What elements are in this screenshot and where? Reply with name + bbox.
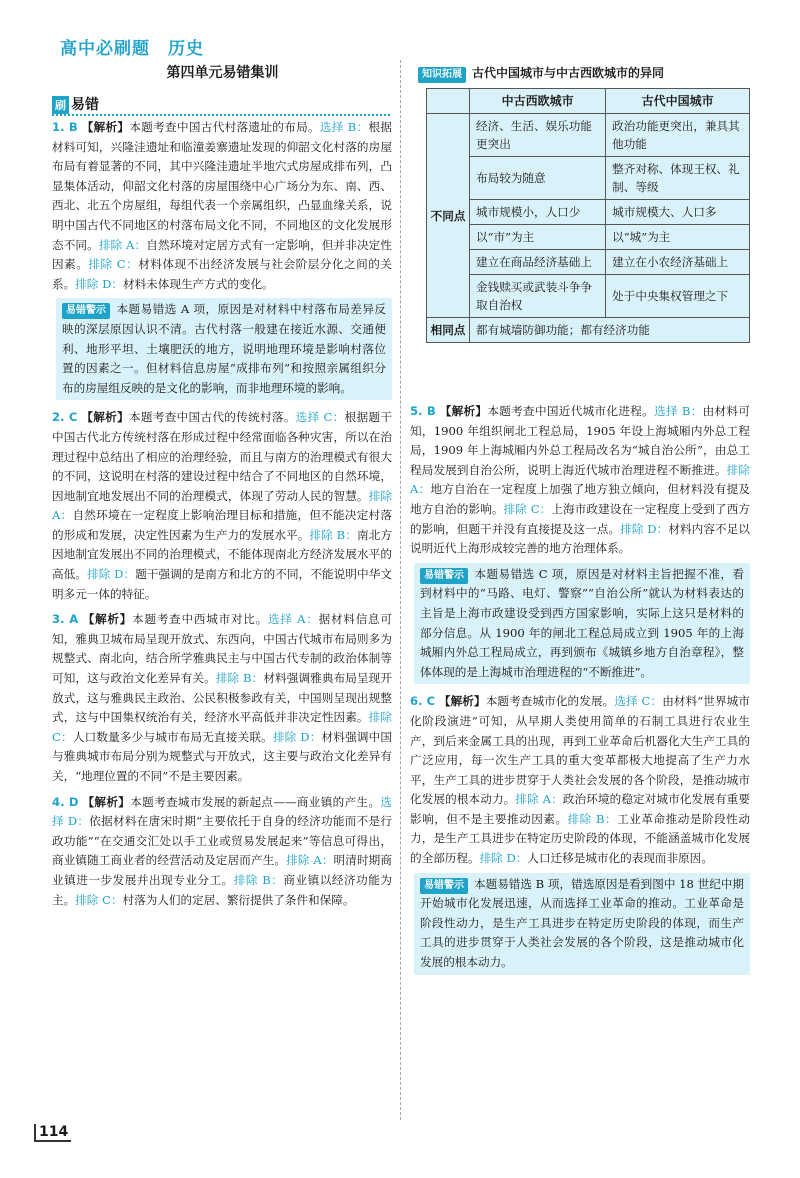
analysis-text: 材料未体现生产方式的变化。 [122, 276, 274, 291]
left-column [52, 118, 392, 916]
table-cell: 处于中央集权管理之下 [606, 275, 750, 318]
table-row [427, 275, 750, 318]
table-cell: 以“城”为主 [606, 225, 750, 250]
answer-number: 2. C [52, 410, 78, 425]
option-keyword: 排除 D： [75, 276, 123, 291]
warning-note [414, 873, 750, 975]
option-keyword: 排除 B： [215, 671, 264, 686]
unit-title: 第四单元易错集训 [166, 65, 279, 81]
extension-title-row [418, 62, 758, 83]
analysis-text: 工业革命推动是阶段性动力，是生产工具进步在特定历史阶段的体现，不能涵盖城市化发展的全部历程。 [410, 811, 750, 866]
analysis-text: 政治环境的稳定对城市化发展有重要影响，但不是主要推动因素。 [410, 792, 750, 826]
option-keyword: 排除 C： [75, 892, 123, 907]
warning-text: 本题易错选 A 项，原因是对材料中村落布局差异反映的深层原因认识不清。古代村落一般建在接近水源、交通便利、地形平坦、土壤肥沃的地方，说明地理环境是影响村落位置的因素之一。但材料信息房屋“成排布列”和按照亲属组织分布的房屋组反映的是文化的影响，而非地理环境的影响。 [62, 302, 386, 395]
answer-number: 3. A [52, 612, 79, 627]
section-box: 刷 [52, 96, 69, 114]
table-cell: 建立在商品经济基础上 [470, 250, 606, 275]
option-keyword: 排除 D： [272, 729, 322, 744]
option-keyword: 排除 A： [515, 792, 563, 807]
analysis-text: 上海市政建设在一定程度上受到了西方的影响，但题干并没有直接提及这一点。 [410, 501, 750, 536]
analysis-text: 材料强调中国与雅典城市布局分别为规整式与开放式，这主要与政治文化差异有关，“地理位置的不同”不是主要因素。 [52, 729, 392, 783]
answer-paragraph [52, 793, 392, 911]
warning-note [56, 298, 392, 400]
table-cell: 城市规模大、人口多 [606, 200, 750, 225]
analysis-label: 【解析】 [81, 120, 130, 134]
table-cell: 城市规模小，人口少 [470, 200, 606, 225]
analysis-label: 【解析】 [82, 794, 131, 809]
option-keyword: 排除 B： [567, 811, 618, 826]
answer-item [52, 610, 392, 786]
answer-paragraph [410, 402, 750, 559]
warning-tag: 易错警示 [420, 568, 468, 584]
analysis-text: 材料内容不足以说明近代上海形成较完善的地方治理体系。 [410, 521, 750, 556]
option-keyword: 选择 C： [614, 694, 663, 709]
option-keyword: 选择 D： [52, 794, 392, 829]
option-keyword: 排除 B： [233, 872, 284, 887]
analysis-text: 明清时期商业镇进一步发展并出现专业分工。 [52, 853, 392, 887]
analysis-text: 自然环境在一定程度上影响治理目标和措施，但不能决定村落的形成和发展，决定性因素为生产力的发展水平。 [52, 508, 392, 542]
page-number: 114 [34, 1124, 71, 1142]
table-cell: 建立在小农经济基础上 [606, 250, 750, 275]
answer-number: 5. B [410, 404, 436, 418]
extension-title: 古代中国城市与中古西欧城市的异同 [472, 66, 665, 80]
table-row-same [427, 318, 750, 343]
analysis-text: 依据材料在唐宋时期“主要依托于自身的经济功能而不是行政功能”“在交通交汇处以手工业或贸易发展起来”等信息可得出，商业镇随工商业者的经营活动及定居而产生。 [52, 814, 392, 868]
option-keyword: 排除 D： [620, 521, 669, 536]
answer-number: 1. B [52, 120, 78, 134]
analysis-text: 材料体现不出经济发展与社会阶层分化之间的关系。 [52, 257, 392, 291]
analysis-text: 本题考查中西城市对比。 [132, 612, 268, 627]
analysis-text: 根据题干中国古代北方传统村落在形成过程中经常面临各种灾害，所以在治理过程中总结出了相应的治理经验，而且与南方的治理模式有很大的不同，这说明在村落的建设过程中结合了不同地区的自然环境，因地制宜地发展出不同的治理模式，体现了劳动人民的智慧。 [52, 410, 392, 503]
option-keyword: 选择 B： [319, 120, 369, 134]
table-cell-same: 都有城墙防御功能；都有经济功能 [470, 318, 750, 343]
table-header-cell: 古代中国城市 [606, 89, 750, 114]
answer-paragraph [52, 610, 392, 786]
answer-item [52, 118, 392, 400]
analysis-text: 人口迁移是城市化的表现而非原因。 [527, 851, 713, 866]
section-heading [52, 94, 390, 116]
table-row [427, 200, 750, 225]
table-header-row [427, 89, 750, 114]
option-keyword: 排除 D： [87, 567, 136, 582]
analysis-text: 本题考查中国近代城市化进程。 [487, 404, 655, 418]
option-keyword: 选择 C： [295, 410, 345, 425]
option-keyword: 排除 D： [479, 851, 528, 866]
warning-tag: 易错警示 [62, 303, 110, 319]
analysis-text: 题干强调的是南方和北方的不同，不能说明中华文明多元一体的特征。 [52, 567, 392, 601]
answer-paragraph [52, 118, 392, 294]
analysis-text: 南北方因地制宜发展出不同的治理模式，不能体现南北方经济发展水平的高低。 [52, 527, 392, 582]
answer-paragraph [52, 408, 392, 604]
analysis-text: 本题考查中国古代村落遗址的布局。 [129, 120, 320, 134]
option-keyword: 选择 A： [268, 612, 319, 627]
answer-number: 6. C [410, 694, 436, 709]
table-cell: 以“市”为主 [470, 225, 606, 250]
warning-tag: 易错警示 [420, 878, 468, 894]
analysis-text: 地方自治在一定程度上加强了地方独立倾向，但材料没有提及地方自治的影响。 [410, 482, 750, 516]
warning-note [414, 563, 750, 685]
analysis-text: 本题考查中国古代的传统村落。 [129, 410, 296, 425]
warning-text: 本题易错选 B 项，错选原因是看到图中 18 世纪中期开始城市化发展迅速，从而选择工业革命的推动。工业革命是阶段性动力，是生产工具进步在特定历史阶段的体现，而生产工具的进步贯穿于人类社会发展的各个阶段，这是推动城市化发展的根本动力。 [420, 876, 744, 970]
answer-item [410, 692, 750, 974]
answer-paragraph [410, 692, 750, 868]
table-header-cell: 中古西欧城市 [470, 89, 606, 114]
option-keyword: 排除 A： [52, 488, 392, 523]
option-keyword: 排除 A： [410, 462, 750, 497]
analysis-label: 【解析】 [438, 694, 486, 709]
analysis-text: 人口数量多少与城市布局无直接关联。 [72, 729, 273, 744]
table-cell: 整齐对称、体现王权、礼制、等级 [606, 157, 750, 200]
analysis-label: 【解析】 [82, 612, 133, 627]
analysis-text: 村落为人们的定居、繁衍提供了条件和保障。 [122, 892, 355, 907]
option-keyword: 排除 C： [88, 257, 139, 272]
analysis-label: 【解析】 [81, 410, 129, 425]
analysis-text: 由材料“世界城市化阶段演进”可知，从早期人类使用简单的石制工具进行农业生产，到后来金属工具的出现，再到工业革命后机器化大生产工具的广泛应用，每一次生产工具的重大变革都极大地提高了生产力水平，生产工具的进步贯穿于人类社会发展的各个阶段，是推动城市化发展的根本动力。 [410, 694, 750, 807]
analysis-text: 根据材料可知，兴隆洼遗址和临潼姜寨遗址发现的仰韶文化村落的房屋布局有着显著的不同，其中兴隆洼遗址半地穴式房屋成排布列，凸显集体活动，仰韶文化村落的房屋围绕中心广场分为东、南、西、西北、北五个房屋组，每组代表一个亲属组织，凸显血缘关系，说明中国古代不同地区的村落布局文化不同，不同地区的文化发展形态不同。 [52, 120, 392, 252]
option-keyword: 排除 C： [52, 710, 392, 744]
analysis-text: 本题考查城市发展的新起点——商业镇的产生。 [130, 794, 381, 809]
column-divider [400, 60, 401, 1120]
table-cell: 布局较为随意 [470, 157, 606, 200]
answer-item [52, 793, 392, 911]
table-row [427, 157, 750, 200]
comparison-table [426, 88, 750, 343]
analysis-text: 本题考查城市化的发展。 [485, 694, 615, 709]
section-word: 易错 [71, 97, 99, 113]
table-row [427, 225, 750, 250]
warning-text: 本题易错选 C 项，原因是对材料主旨把握不准，看到材料中的“马路、电灯、警察”“自治公所”就认为材料表达的主旨是上海市政建设受到西方国家影响，实际上这只是材料的部分信息。从 1900 年的闸北工程总局成立到 1905 年的上海城厢内外总工程局成立，再到颁布《城镇乡地方自治章程》，整体体现的是上海城市治理进程的“不断推进”。 [420, 566, 744, 679]
table-cell: 金钱赎买或武装斗争争取自治权 [470, 275, 606, 318]
option-keyword: 排除 B： [309, 527, 357, 542]
running-header: 高中必刷题 历史 [60, 39, 204, 59]
table-label-diff: 不同点 [427, 114, 470, 318]
analysis-label: 【解析】 [439, 404, 488, 418]
analysis-text: 据材料信息可知，雅典卫城布局呈现开放式、东西向，中国古代城市布局则多为规整式、南北向，结合所学雅典民主与中国古代专制的政治体制等可知，这与政治文化差异有关。 [52, 612, 392, 686]
answer-item [410, 402, 750, 684]
table-cell: 经济、生活、娱乐功能更突出 [470, 114, 606, 157]
table-label-same: 相同点 [427, 318, 470, 343]
analysis-text: 由材料可知，1900 年组织闸北工程总局，1905 年设上海城厢内外总工程局，1909 年上海城厢内外总工程局改名为“城自治公所”，由总工程局发展到自治公所，说明上海近代城市治理进程不断推进。 [410, 404, 750, 477]
analysis-text: 自然环境对定居方式有一定影响，但并非决定性因素。 [52, 237, 392, 272]
table-row [427, 114, 750, 157]
answer-number: 4. D [52, 794, 79, 809]
answer-item [52, 408, 392, 604]
table-header-cell [427, 89, 470, 114]
table-cell: 政治功能更突出，兼具其他功能 [606, 114, 750, 157]
option-keyword: 选择 B： [654, 404, 703, 418]
option-keyword: 排除 A： [98, 237, 147, 252]
analysis-text: 商业镇以经济功能为主。 [52, 872, 392, 907]
table-row [427, 250, 750, 275]
option-keyword: 排除 A： [286, 853, 334, 868]
extension-tag: 知识拓展 [418, 67, 466, 83]
analysis-text: 材料强调雅典布局呈现开放式，这与雅典民主政治、公民积极参政有关，中国则呈现出规整式，这与中国集权统治有关，经济水平高低并非决定性因素。 [52, 671, 392, 725]
right-column [410, 402, 750, 983]
option-keyword: 排除 C： [503, 501, 552, 516]
